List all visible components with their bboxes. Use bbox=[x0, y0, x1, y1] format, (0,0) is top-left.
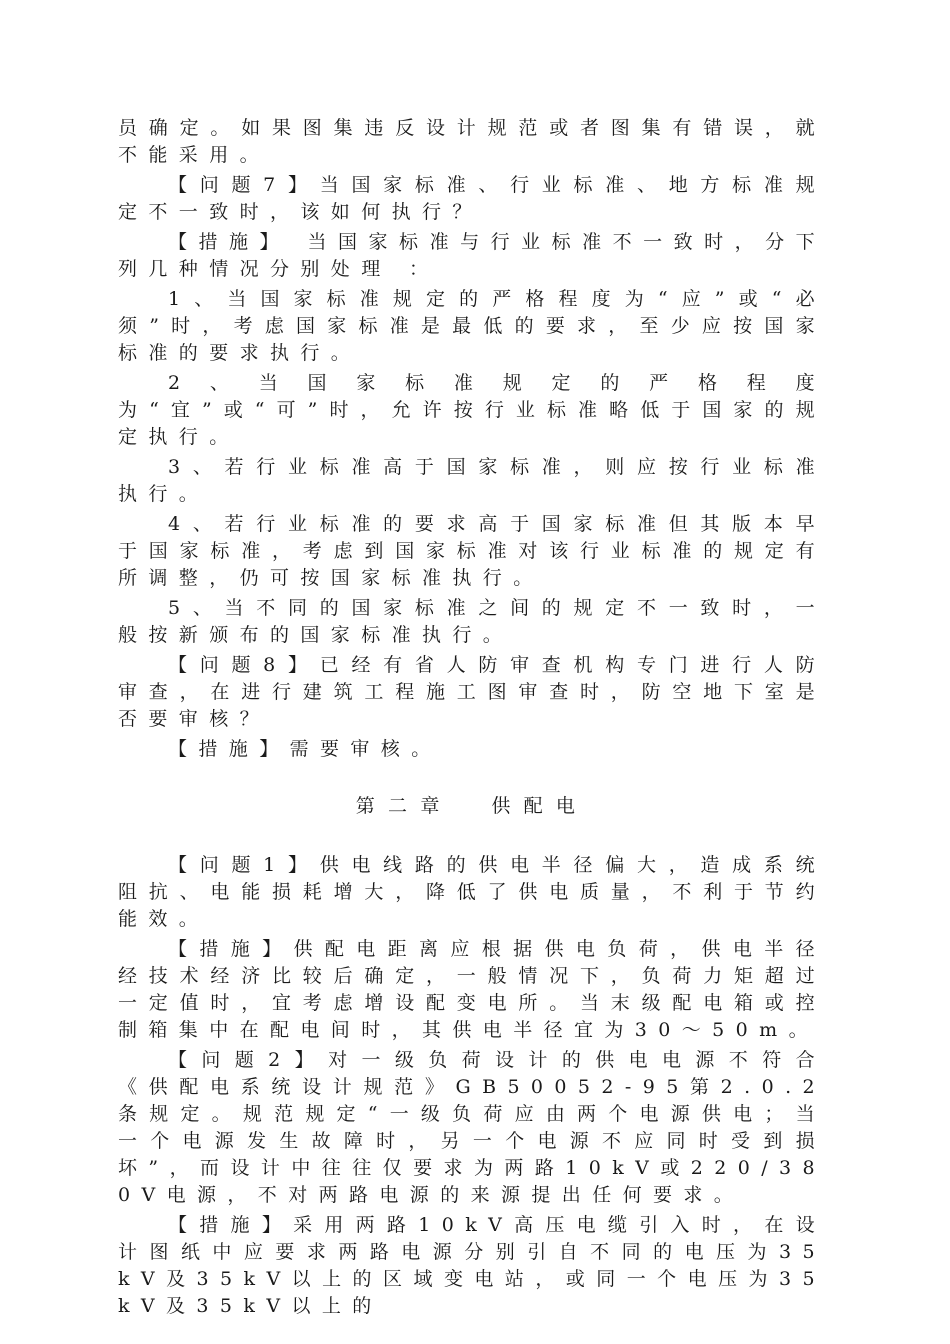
measure-7-item-3: 3、若行业标准高于国家标准，则应按行业标准执行。 bbox=[118, 456, 826, 505]
document-body bbox=[118, 115, 826, 1323]
question-7: 【问题7】当国家标准、行业标准、地方标准规定不一致时，该如何执行？ bbox=[118, 174, 826, 223]
measure-7: 【措施】 当国家标准与行业标准不一致时，分下列几种情况分别处理 ： bbox=[118, 231, 826, 280]
chapter2-question-2: 【问题2】对一级负荷设计的供电电源不符合《供配电系统设计规范》GB50052-95第2.0.2条规定。规范规定“一级负荷应由两个电源供电；当一个电源发生故障时，另一个电源不应同时受到损坏”，而设计中往往仅要求为两路10kV或220/380V电源，不对两路电源的来源提出任何要求。 bbox=[118, 1049, 826, 1206]
question-8: 【问题8】已经有省人防审查机构专门进行人防审查，在进行建筑工程施工图审查时，防空地下室是否要审核？ bbox=[118, 654, 826, 730]
measure-7-item-1: 1、当国家标准规定的严格程度为“应”或“必须”时，考虑国家标准是最低的要求，至少应按国家标准的要求执行。 bbox=[118, 288, 826, 364]
measure-7-item-5: 5、当不同的国家标准之间的规定不一致时，一般按新颁布的国家标准执行。 bbox=[118, 597, 826, 646]
chapter2-measure-1: 【措施】供配电距离应根据供电负荷，供电半径经技术经济比较后确定，一般情况下，负荷力矩超过一定值时，宜考虑增设配变电所。当末级配电箱或控制箱集中在配电间时，其供电半径宜为30～50m。 bbox=[118, 938, 826, 1041]
chapter2-measure-2: 【措施】采用两路10kV高压电缆引入时，在设计图纸中应要求两路电源分别引自不同的电压为35kV及35kV以上的区域变电站，或同一个电压为35kV及35kV以上的 bbox=[118, 1214, 826, 1317]
chapter-title: 第二章 供配电 bbox=[355, 795, 589, 817]
paragraph-continuation: 员确定。如果图集违反设计规范或者图集有错误，就不能采用。 bbox=[118, 117, 826, 166]
measure-7-item-4: 4、若行业标准的要求高于国家标准但其版本早于国家标准，考虑到国家标准对该行业标准的规定有所调整，仍可按国家标准执行。 bbox=[118, 513, 826, 589]
measure-8: 【措施】需要审核。 bbox=[168, 738, 442, 760]
chapter2-question-1: 【问题1】供电线路的供电半径偏大，造成系统阻抗、电能损耗增大，降低了供电质量，不利于节约能效。 bbox=[118, 854, 826, 930]
measure-7-item-2: 2、当国家标准规定的严格程度为“宜”或“可”时，允许按行业标准略低于国家的规定执行。 bbox=[118, 372, 826, 448]
